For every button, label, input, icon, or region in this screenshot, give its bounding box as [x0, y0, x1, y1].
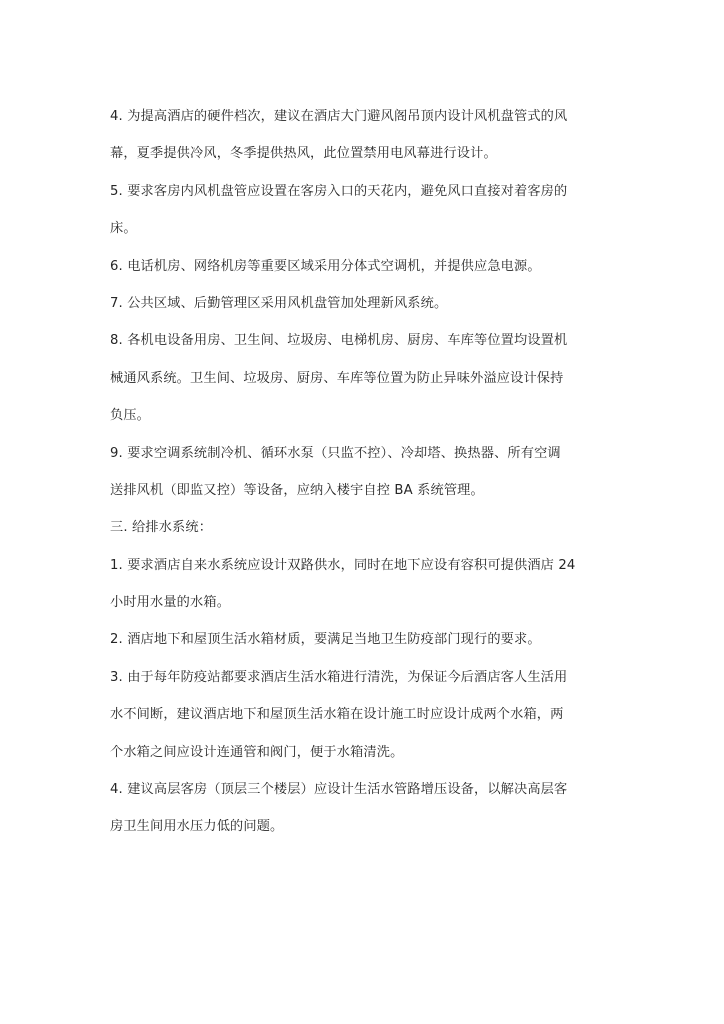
- text-line: 1. 要求酒店自来水系统应设计双路供水，同时在地下应设有容积可提供酒店 24: [110, 557, 576, 573]
- section-heading: 三. 给排水系统：: [110, 520, 213, 536]
- text-line: 7. 公共区域、后勤管理区采用风机盘管加处理新风系统。: [110, 295, 448, 311]
- text-line: 幕，夏季提供冷风，冬季提供热风，此位置禁用电风幕进行设计。: [110, 146, 497, 162]
- text-line: 个水箱之间应设计连通管和阀门，便于水箱清洗。: [110, 744, 404, 760]
- text-line: 械通风系统。卫生间、垃圾房、厨房、车库等位置为防止异味外溢应设计保持: [110, 370, 564, 386]
- text-line: 3. 由于每年防疫站都要求酒店生活水箱进行清洗，为保证今后酒店客人生活用: [110, 669, 568, 685]
- document-body: [110, 98, 620, 846]
- text-line: 小时用水量的水箱。: [110, 595, 231, 611]
- text-line: 6. 电话机房、网络机房等重要区域采用分体式空调机，并提供应急电源。: [110, 258, 541, 274]
- text-line: 4. 建议高层客房（顶层三个楼层）应设计生活水管路增压设备，以解决高层客: [110, 782, 568, 798]
- text-line: 2. 酒店地下和屋顶生活水箱材质，要满足当地卫生防疫部门现行的要求。: [110, 632, 541, 648]
- text-line: 房卫生间用水压力低的问题。: [110, 819, 284, 835]
- text-line: 水不间断，建议酒店地下和屋顶生活水箱在设计施工时应设计成两个水箱，两: [110, 707, 564, 723]
- text-line: 8. 各机电设备用房、卫生间、垃圾房、电梯机房、厨房、车库等位置均设置机: [110, 333, 568, 349]
- text-line: 床。: [110, 221, 137, 237]
- text-line: 9. 要求空调系统制冷机、循环水泵（只监不控）、冷却塔、换热器、所有空调: [110, 445, 561, 461]
- text-line: 负压。: [110, 408, 151, 424]
- text-line: 4. 为提高酒店的硬件档次，建议在酒店大门避风阁吊顶内设计风机盘管式的风: [110, 109, 568, 124]
- text-line: 5. 要求客房内风机盘管应设置在客房入口的天花内，避免风口直接对着客房的: [110, 183, 568, 199]
- text-line: 送排风机（即监又控）等设备，应纳入楼宇自控 BA 系统管理。: [110, 482, 484, 498]
